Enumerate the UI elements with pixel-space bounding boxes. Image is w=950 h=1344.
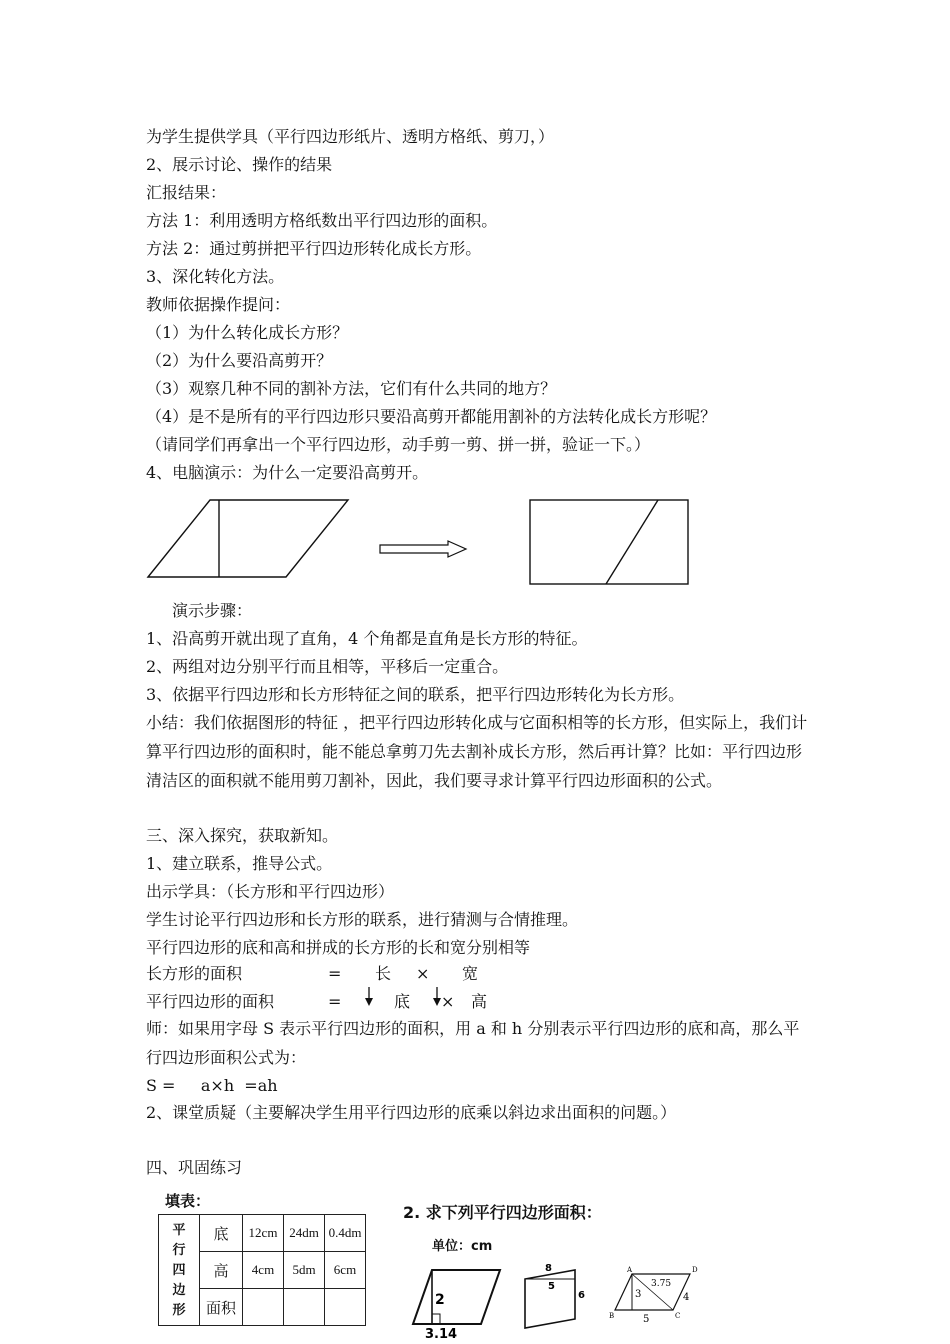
vertex-b-label: B — [609, 1312, 615, 1320]
table-cell: 0.4dm — [325, 1215, 366, 1252]
table-cell: 6cm — [325, 1252, 366, 1289]
demo-step: 3、依据平行四边形和长方形特征之间的联系，把平行四边形转化为长方形。 — [146, 685, 685, 704]
text-line: 3、深化转化方法。 — [146, 267, 285, 286]
formula-term: 底 — [394, 992, 411, 1011]
table-row — [159, 1215, 366, 1252]
transformation-diagram — [140, 495, 700, 590]
fig1-base-label: 3.14 — [425, 1327, 458, 1342]
demo-step: 1、沿高剪开就出现了直角，4 个角都是直角是长方形的特征。 — [146, 629, 588, 648]
down-arrow-icon — [362, 986, 376, 1008]
fig3-base-label: 5 — [643, 1314, 650, 1325]
demo-step: 2、两组对边分别平行而且相等，平移后一定重合。 — [146, 657, 509, 676]
fig3-diag-label: 3.75 — [651, 1279, 672, 1289]
parallelogram-figure-3 — [609, 1266, 698, 1325]
text-line: 为学生提供学具（平行四边形纸片、透明方格纸、剪刀，） — [146, 127, 555, 146]
table-title: 填表： — [165, 1192, 211, 1210]
formula-term: 长 — [375, 964, 392, 983]
text-line: 学生讨论平行四边形和长方形的联系，进行猜测与合情推理。 — [146, 910, 579, 929]
table-cell — [243, 1289, 284, 1326]
text-line: （4）是不是所有的平行四边形只要沿高剪开都能用割补的方法转化成长方形呢？ — [146, 407, 717, 426]
text-line: 方法 2：通过剪拼把平行四边形转化成长方形。 — [146, 239, 482, 258]
summary-paragraph: 小结：我们依据图形的特征 ，把平行四边形转化成与它面积相等的长方形，但实际上，我们计算平行四边形的面积时，能不能总拿剪刀先去割补成长方形，然后再计算？比如：平行四边形清洁区的面积就不能用剪刀割补，因此，我们要寻求计算平行四边形面积的公式。 — [146, 713, 808, 790]
fig3-height-label: 3 — [635, 1289, 642, 1300]
text-line: 出示学具：（长方形和平行四边形） — [146, 882, 395, 901]
diagonal-cut-line — [606, 500, 658, 584]
unit-label: 单位：cm — [432, 1239, 493, 1254]
text-line: （3）观察几种不同的割补方法，它们有什么共同的地方？ — [146, 379, 557, 398]
table-cell: 4cm — [243, 1252, 284, 1289]
fig1-height-label: 2 — [435, 1292, 445, 1308]
formula-operator: × — [441, 992, 455, 1011]
rectangle-shape — [530, 500, 688, 584]
formula-term: 宽 — [462, 964, 479, 983]
fig2-side-label: 6 — [578, 1290, 585, 1301]
parallelogram-figure-2 — [525, 1263, 585, 1328]
exercise2-figures — [405, 1262, 715, 1342]
text-line: 2、课堂质疑（主要解决学生用平行四边形的底乘以斜边求出面积的问题。） — [146, 1103, 677, 1122]
teacher-paragraph: 师：如果用字母 S 表示平行四边形的面积，用 a 和 h 分别表示平行四边形的底和高，那么平行四边形面积公式为： — [146, 1019, 800, 1067]
formula-equals: = — [328, 992, 342, 1011]
demo-heading: 演示步骤： — [172, 601, 253, 620]
table-cell — [284, 1289, 325, 1326]
table-side-header: 平 行 四 边 形 — [159, 1215, 200, 1326]
text-line: 2、展示讨论、操作的结果 — [146, 155, 333, 174]
formula-term: 高 — [471, 992, 488, 1011]
vertex-d-label: D — [692, 1266, 698, 1274]
vertex-a-label: A — [627, 1266, 633, 1274]
fig2-inner-label: 5 — [548, 1281, 555, 1292]
table-cell: 24dm — [284, 1215, 325, 1252]
table-cell — [325, 1289, 366, 1326]
table-cell: 5dm — [284, 1252, 325, 1289]
text-line: 教师依据操作提问： — [146, 295, 291, 314]
exercise-table — [158, 1214, 366, 1326]
text-line: 1、建立联系，推导公式。 — [146, 854, 333, 873]
formula-label: 长方形的面积 — [146, 964, 243, 983]
text-line: （2）为什么要沿高剪开？ — [146, 351, 333, 370]
row-header: 面积 — [200, 1289, 243, 1326]
text-line: 平行四边形的底和高和拼成的长方形的长和宽分别相等 — [146, 938, 531, 957]
parallelogram-figure-1 — [413, 1270, 500, 1342]
row-header: 底 — [200, 1215, 243, 1252]
fig3-side-label: 4 — [683, 1292, 690, 1303]
text-line: 方法 1：利用透明方格纸数出平行四边形的面积。 — [146, 211, 498, 230]
text-line: （1）为什么转化成长方形？ — [146, 323, 349, 342]
formula-operator: × — [416, 964, 430, 983]
exercise2-title: 2. 求下列平行四边形面积： — [403, 1203, 602, 1222]
vertex-c-label: C — [675, 1312, 681, 1320]
text-line: （请同学们再拿出一个平行四边形，动手剪一剪、拼一拼，验证一下。） — [146, 435, 651, 454]
fig2-top-label: 8 — [545, 1263, 552, 1274]
text-line: 4、电脑演示：为什么一定要沿高剪开。 — [146, 463, 429, 482]
final-formula: S = a×h =ah — [146, 1076, 278, 1095]
text-line: 汇报结果： — [146, 183, 227, 202]
arrow-icon — [380, 541, 466, 557]
parallelogram-shape — [148, 500, 348, 577]
section-heading: 三、深入探究，获取新知。 — [146, 826, 339, 845]
section-heading: 四、巩固练习 — [146, 1158, 243, 1177]
formula-equals: = — [328, 964, 342, 983]
table-cell: 12cm — [243, 1215, 284, 1252]
row-header: 高 — [200, 1252, 243, 1289]
formula-label: 平行四边形的面积 — [146, 992, 275, 1011]
